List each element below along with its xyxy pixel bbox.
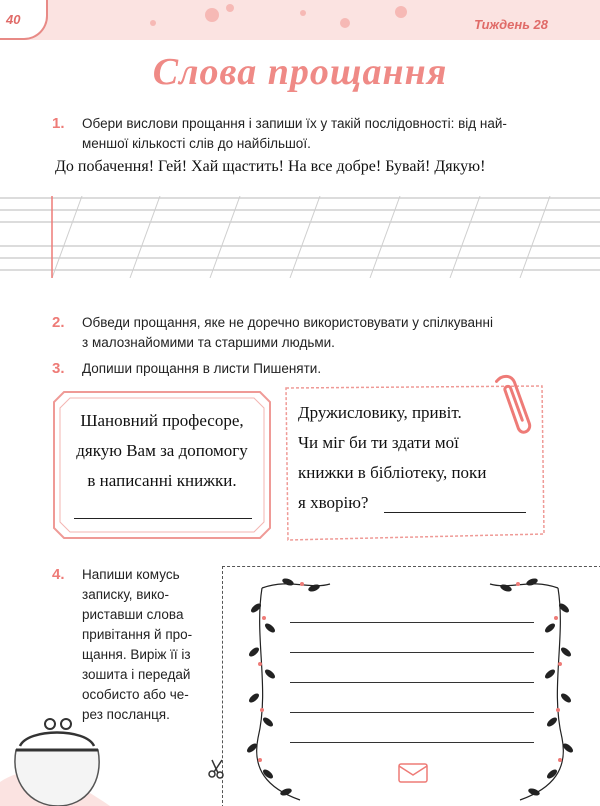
task-4-line-2: записку, вико- <box>82 587 170 602</box>
letter-right-answer-line[interactable] <box>384 512 526 513</box>
task-3-number: 3. <box>52 360 65 377</box>
paperclip-icon <box>495 372 535 442</box>
task-4-line-6: зошита і передай <box>82 667 191 682</box>
task-1-number: 1. <box>52 115 65 132</box>
task-4-line-3: риставши слова <box>82 607 184 622</box>
letter-right-line-3: книжки в бібліотеку, поки <box>298 463 487 482</box>
week-label: Тиждень 28 <box>474 17 548 32</box>
task-2-line-1: Обведи прощання, яке не доречно використовувати у спілкуванні <box>82 315 493 330</box>
task-4-line-1: Напиши комусь <box>82 567 180 582</box>
letter-left-answer-line[interactable] <box>74 518 252 519</box>
scissors-icon <box>206 758 228 780</box>
handwriting-lines[interactable] <box>0 196 600 278</box>
task-4-line-8: рез посланця. <box>82 707 170 722</box>
note-writing-line[interactable] <box>290 622 534 623</box>
decor-bubble <box>205 8 219 22</box>
coin-purse-icon <box>0 712 110 806</box>
page-title: Слова прощання <box>152 51 448 93</box>
letter-left-line-1: Шановний професоре, <box>80 411 244 430</box>
task-4-number: 4. <box>52 566 65 583</box>
letter-right-line-2: Чи міг би ти здати мої <box>298 433 459 452</box>
letter-left-line-2: дякую Вам за допомогу <box>76 441 248 460</box>
decor-bubble <box>340 18 350 28</box>
letter-card-left <box>62 406 262 496</box>
letter-right-line-1: Дружисловику, привіт. <box>298 403 462 422</box>
decor-bubble <box>395 6 407 18</box>
task-1-line-1: Обери вислови прощання і запиши їх у такій послідовності: від най- <box>82 116 507 131</box>
task-4-line-5: щання. Виріж її із <box>82 647 191 662</box>
decor-bubble <box>226 4 234 12</box>
task-1-line-2: меншої кількості слів до найбільшої. <box>82 136 311 151</box>
decor-bubble <box>300 10 306 16</box>
note-writing-line[interactable] <box>290 742 534 743</box>
task-4-line-7: особисто або че- <box>82 687 189 702</box>
page-number: 40 <box>6 12 21 27</box>
greetings-list: До побачення! Гей! Хай щастить! На все добре! Бувай! Дякую! <box>55 158 486 175</box>
note-writing-line[interactable] <box>290 712 534 713</box>
letter-right-line-4: я хворію? <box>298 493 369 512</box>
letter-left-line-3: в написанні книжки. <box>87 471 237 490</box>
decor-bubble <box>150 20 156 26</box>
note-writing-line[interactable] <box>290 652 534 653</box>
task-4-line-4: привітання й про- <box>82 627 193 642</box>
envelope-icon <box>397 760 429 784</box>
task-4-text <box>82 565 222 725</box>
task-2-text <box>82 313 582 353</box>
task-3-text: Допиши прощання в листи Пишеняти. <box>82 361 322 376</box>
task-2-number: 2. <box>52 314 65 331</box>
task-2-line-2: з малознайомими та старшими людьми. <box>82 335 335 350</box>
task-1-text <box>82 114 582 154</box>
note-writing-line[interactable] <box>290 682 534 683</box>
